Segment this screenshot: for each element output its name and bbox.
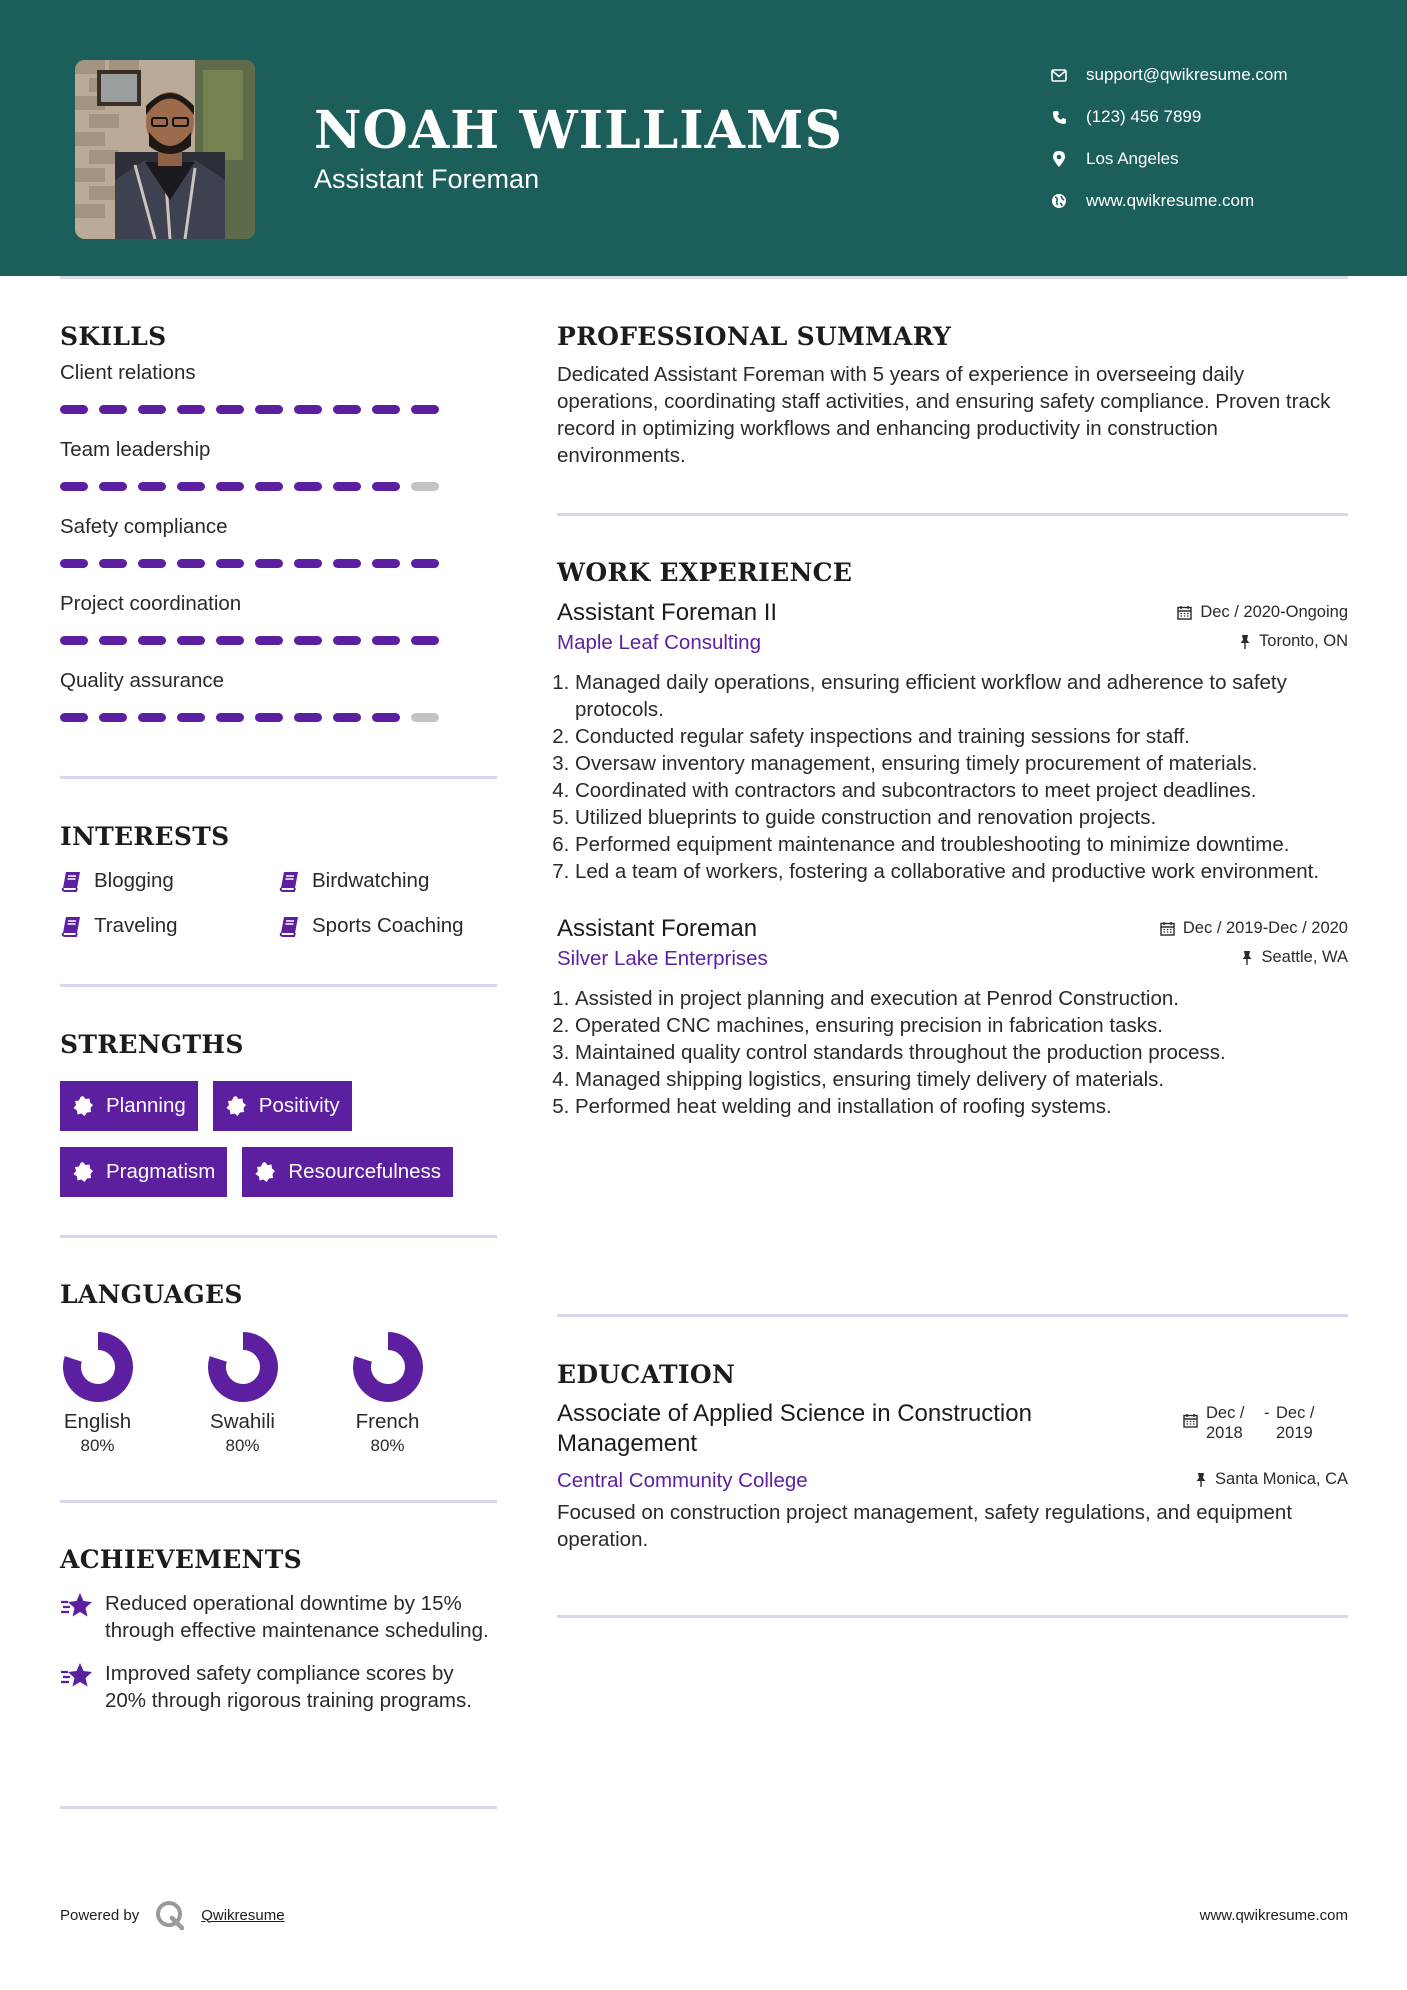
skill-segment-empty: [411, 713, 439, 722]
skill-segment-filled: [255, 713, 283, 722]
experience-section: [557, 558, 1348, 1120]
achievement-text: Reduced operational downtime by 15% through effective maintenance scheduling.: [105, 1592, 489, 1642]
job-subheader: [557, 631, 1348, 655]
skill-item: [60, 667, 496, 722]
language-item: [170, 1331, 315, 1456]
job-duties: [557, 669, 1348, 885]
footer: [60, 1895, 1348, 1935]
languages-section: [60, 1280, 496, 1456]
duty-item: 5. Performed heat welding and installation of roofing systems.: [575, 1093, 1348, 1120]
achievement-item: [60, 1660, 496, 1714]
star-award-icon: [60, 1590, 94, 1624]
skill-item: [60, 436, 496, 491]
skill-segment-filled: [255, 636, 283, 645]
job-location: [1241, 948, 1348, 967]
skill-segment-filled: [177, 713, 205, 722]
skill-segment-filled: [333, 636, 361, 645]
skill-level-bar: [60, 482, 496, 491]
language-name: Swahili: [210, 1410, 275, 1433]
education-date-start: Dec / 2018: [1206, 1404, 1245, 1442]
skill-segment-filled: [411, 405, 439, 414]
job-header: [557, 599, 1348, 627]
language-proficiency-ring: [62, 1331, 134, 1403]
summary-title: PROFESSIONAL SUMMARY: [557, 322, 952, 351]
skill-segment-filled: [177, 636, 205, 645]
skill-segment-filled: [138, 713, 166, 722]
job-date-text: Dec / 2020-Ongoing: [1200, 603, 1348, 621]
candidate-title: Assistant Foreman: [314, 164, 540, 194]
powered-by-text: Powered by: [60, 1906, 140, 1924]
skill-segment-filled: [177, 559, 205, 568]
skill-segment-filled: [60, 636, 88, 645]
languages-list: [25, 1331, 496, 1456]
section-divider: [60, 984, 497, 987]
language-name: French: [355, 1410, 420, 1433]
contact-website[interactable]: [1050, 180, 1288, 222]
skill-label: Team leadership: [60, 438, 211, 461]
language-name: English: [63, 1410, 132, 1433]
education-location-text: Santa Monica, CA: [1215, 1470, 1348, 1488]
skill-label: Safety compliance: [60, 515, 228, 538]
calendar-icon: [1177, 605, 1192, 620]
phone-icon: [1050, 108, 1068, 126]
skill-segment-filled: [411, 636, 439, 645]
contact-list: [1050, 54, 1288, 222]
badge-icon: [72, 1161, 94, 1183]
skill-level-bar: [60, 405, 496, 414]
footer-url[interactable]: www.qwikresume.com: [1199, 1906, 1348, 1924]
skill-segment-filled: [60, 405, 88, 414]
brand-link[interactable]: Qwikresume: [201, 1906, 285, 1924]
strengths-list: [60, 1081, 500, 1197]
contact-phone[interactable]: [1050, 96, 1288, 138]
skill-level-bar: [60, 636, 496, 645]
skill-segment-filled: [99, 482, 127, 491]
strength-label: Resourcefulness: [288, 1160, 442, 1183]
degree-title: Associate of Applied Science in Construction Management: [557, 1400, 1032, 1457]
skill-segment-filled: [216, 482, 244, 491]
interest-label: Birdwatching: [312, 869, 430, 892]
book-icon: [278, 870, 300, 892]
section-divider: [60, 1806, 497, 1809]
skill-segment-filled: [255, 405, 283, 414]
skill-segment-filled: [216, 559, 244, 568]
strength-label: Pragmatism: [106, 1160, 216, 1183]
book-icon: [60, 870, 82, 892]
summary-section: [557, 322, 1348, 469]
skill-segment-filled: [216, 713, 244, 722]
strength-label: Positivity: [258, 1094, 340, 1117]
duty-item: 4. Managed shipping logistics, ensuring timely delivery of materials.: [575, 1066, 1348, 1093]
education-location: [1195, 1470, 1348, 1489]
skill-segment-filled: [138, 636, 166, 645]
language-percent: 80%: [80, 1436, 115, 1455]
strengths-section: [60, 1030, 496, 1197]
strength-chip: [242, 1147, 453, 1197]
job-title: Assistant Foreman II: [557, 599, 778, 626]
strength-chip: [60, 1147, 227, 1197]
job-location: [1239, 632, 1348, 651]
skill-segment-filled: [138, 482, 166, 491]
pushpin-icon: [1195, 1472, 1207, 1487]
skill-segment-filled: [138, 405, 166, 414]
language-proficiency-ring: [207, 1331, 279, 1403]
skill-item: [60, 590, 496, 645]
skill-segment-filled: [333, 405, 361, 414]
duty-item: 2. Conducted regular safety inspections and training sessions for staff.: [575, 723, 1348, 750]
skill-segment-filled: [60, 482, 88, 491]
skill-segment-filled: [177, 482, 205, 491]
skill-segment-filled: [372, 405, 400, 414]
skill-item: [60, 513, 496, 568]
skill-segment-filled: [372, 482, 400, 491]
job-date: [1160, 919, 1348, 938]
location-pin-icon: [1050, 150, 1068, 168]
experience-title: WORK EXPERIENCE: [557, 558, 853, 587]
skill-segment-filled: [294, 636, 322, 645]
star-award-icon: [60, 1660, 94, 1694]
duty-item: 2. Operated CNC machines, ensuring precision in fabrication tasks.: [575, 1012, 1348, 1039]
duty-item: 3. Maintained quality control standards throughout the production process.: [575, 1039, 1348, 1066]
interest-item: [60, 867, 278, 895]
skill-segment-filled: [411, 559, 439, 568]
strength-chip: [213, 1081, 352, 1131]
company-name: Silver Lake Enterprises: [557, 947, 768, 970]
language-percent: 80%: [225, 1436, 260, 1455]
skill-segment-filled: [138, 559, 166, 568]
job-title: Assistant Foreman: [557, 915, 758, 942]
skill-segment-filled: [294, 713, 322, 722]
skill-segment-filled: [177, 405, 205, 414]
skill-segment-filled: [333, 482, 361, 491]
section-divider: [557, 513, 1348, 516]
job-location-text: Toronto, ON: [1259, 632, 1348, 650]
interests-section: [60, 822, 496, 940]
skills-list: [60, 359, 496, 722]
duty-item: 1. Managed daily operations, ensuring efficient workflow and adherence to safety protocols.: [575, 669, 1348, 723]
skill-segment-empty: [411, 482, 439, 491]
skill-segment-filled: [99, 636, 127, 645]
badge-icon: [254, 1161, 276, 1183]
skill-label: Project coordination: [60, 592, 242, 615]
skill-segment-filled: [372, 636, 400, 645]
contact-location-text: Los Angeles: [1086, 149, 1179, 168]
job-date: [1177, 603, 1348, 622]
interests-list: [60, 867, 496, 940]
skill-label: Client relations: [60, 361, 196, 384]
interest-item: [278, 912, 496, 940]
skill-segment-filled: [255, 559, 283, 568]
skill-label: Quality assurance: [60, 669, 225, 692]
contact-email-text: support@qwikresume.com: [1086, 65, 1288, 84]
skill-segment-filled: [333, 713, 361, 722]
qwikresume-logo-icon: [153, 1898, 187, 1932]
resume-header: [0, 0, 1407, 276]
language-percent: 80%: [370, 1436, 405, 1455]
school-name: Central Community College: [557, 1469, 808, 1492]
achievement-item: [60, 1590, 496, 1644]
education-date: [1183, 1403, 1348, 1459]
strength-chip: [60, 1081, 198, 1131]
skill-segment-filled: [216, 405, 244, 414]
duty-item: 4. Coordinated with contractors and subcontractors to meet project deadlines.: [575, 777, 1348, 804]
skill-segment-filled: [99, 405, 127, 414]
contact-website-text: www.qwikresume.com: [1086, 191, 1255, 210]
language-item: [25, 1331, 170, 1456]
interest-item: [60, 912, 278, 940]
job-subheader: [557, 947, 1348, 971]
language-proficiency-ring: [352, 1331, 424, 1403]
envelope-icon: [1050, 66, 1068, 84]
skill-segment-filled: [372, 559, 400, 568]
skill-segment-filled: [294, 482, 322, 491]
language-ring-arc: [217, 1341, 269, 1393]
duty-item: 7. Led a team of workers, fostering a collaborative and productive work environment.: [575, 858, 1348, 885]
job-entry: [557, 915, 1348, 1120]
section-divider: [60, 776, 497, 779]
candidate-name: NOAH WILLIAMS: [314, 100, 844, 161]
skill-segment-filled: [372, 713, 400, 722]
achievement-text: Improved safety compliance scores by 20% through rigorous training programs.: [105, 1662, 472, 1712]
job-date-text: Dec / 2019-Dec / 2020: [1182, 919, 1348, 937]
skill-segment-filled: [60, 713, 88, 722]
interest-item: [278, 867, 496, 895]
education-description: Focused on construction project management, safety regulations, and equipment operation.: [557, 1501, 1293, 1551]
section-divider: [557, 1314, 1348, 1317]
skill-item: [60, 359, 496, 414]
skills-section: [60, 322, 496, 744]
education-header: [557, 1399, 1348, 1459]
summary-text: Dedicated Assistant Foreman with 5 years of experience in overseeing daily operations, coordinating staff activities, and ensuring safety compliance. Proven track record in optimizing workflows and enhancing productivity in construction environments.: [557, 363, 1331, 467]
interest-label: Traveling: [94, 914, 178, 937]
section-divider: [557, 1615, 1348, 1618]
education-section: [557, 1360, 1348, 1553]
powered-by: [60, 1898, 285, 1932]
badge-icon: [225, 1095, 247, 1117]
duty-item: 1. Assisted in project planning and execution at Penrod Construction.: [575, 985, 1348, 1012]
book-icon: [60, 915, 82, 937]
duty-item: 5. Utilized blueprints to guide construction and renovation projects.: [575, 804, 1348, 831]
skill-level-bar: [60, 713, 496, 722]
skill-segment-filled: [60, 559, 88, 568]
achievements-title: ACHIEVEMENTS: [60, 1545, 302, 1574]
skill-segment-filled: [255, 482, 283, 491]
section-divider: [60, 1235, 497, 1238]
skill-segment-filled: [294, 559, 322, 568]
skills-title: SKILLS: [60, 322, 167, 351]
job-duties: [557, 985, 1348, 1120]
skill-segment-filled: [216, 636, 244, 645]
skill-segment-filled: [294, 405, 322, 414]
education-subheader: [557, 1469, 1348, 1493]
book-icon: [278, 915, 300, 937]
language-item: [315, 1331, 460, 1456]
calendar-icon: [1160, 921, 1175, 936]
education-date-end: Dec / 2019: [1276, 1404, 1315, 1442]
job-header: [557, 915, 1348, 943]
education-title: EDUCATION: [557, 1360, 736, 1389]
calendar-icon: [1183, 1413, 1198, 1428]
contact-phone-text: (123) 456 7899: [1086, 107, 1202, 126]
company-name: Maple Leaf Consulting: [557, 631, 761, 654]
strengths-title: STRENGTHS: [60, 1030, 244, 1059]
contact-email[interactable]: [1050, 54, 1288, 96]
interest-label: Sports Coaching: [312, 914, 464, 937]
job-entry: [557, 599, 1348, 885]
job-location-text: Seattle, WA: [1261, 948, 1348, 966]
interests-title: INTERESTS: [60, 822, 230, 851]
profile-photo: [75, 60, 255, 239]
skill-level-bar: [60, 559, 496, 568]
achievements-section: [60, 1545, 496, 1714]
header-divider: [60, 276, 1348, 279]
strength-label: Planning: [106, 1094, 186, 1117]
pushpin-icon: [1239, 634, 1251, 649]
duty-item: 6. Performed equipment maintenance and troubleshooting to minimize downtime.: [575, 831, 1348, 858]
languages-title: LANGUAGES: [60, 1280, 243, 1309]
skill-segment-filled: [99, 713, 127, 722]
language-ring-arc: [71, 1341, 123, 1393]
date-separator: -: [1264, 1404, 1270, 1422]
globe-icon: [1050, 192, 1068, 210]
section-divider: [60, 1500, 497, 1503]
contact-location: [1050, 138, 1288, 180]
interest-label: Blogging: [94, 869, 174, 892]
badge-icon: [72, 1095, 94, 1117]
language-ring-arc: [362, 1341, 414, 1393]
skill-segment-filled: [99, 559, 127, 568]
skill-segment-filled: [333, 559, 361, 568]
duty-item: 3. Oversaw inventory management, ensuring timely procurement of materials.: [575, 750, 1348, 777]
pushpin-icon: [1241, 950, 1253, 965]
